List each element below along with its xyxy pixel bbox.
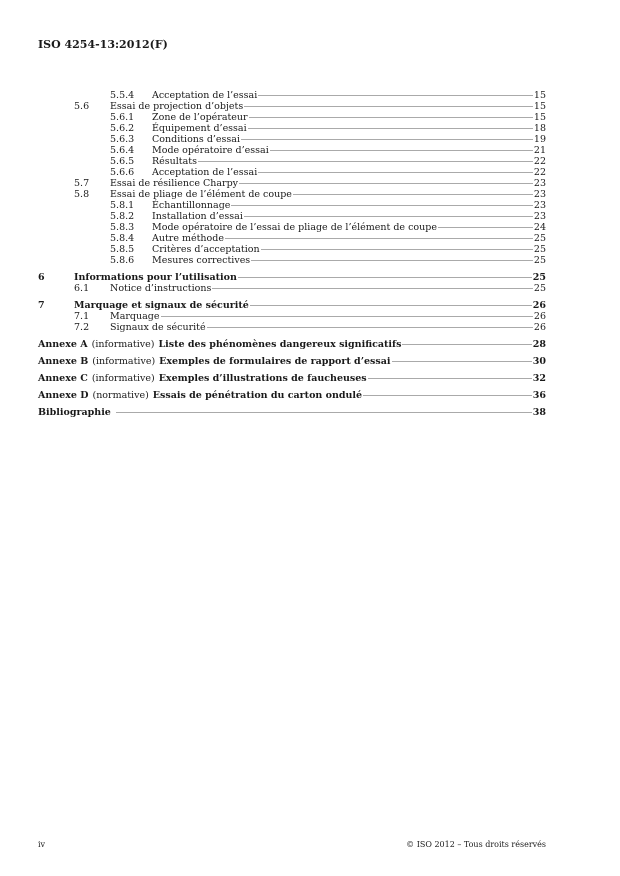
toc-entry[interactable]: [38, 123, 546, 134]
toc-entry-page: 26: [533, 322, 546, 333]
toc-entry-page: 18: [533, 123, 546, 134]
toc-entry-title: Exemples de formulaires de rapport d’essai: [159, 356, 391, 367]
toc-entry-number: Annexe D: [38, 390, 89, 401]
toc-entry-number: Annexe A: [38, 339, 88, 350]
toc-entry-title: Liste des phénomènes dangereux significatifs: [158, 339, 402, 350]
toc-entry-page: 25: [533, 255, 546, 266]
toc-entry-page: 32: [532, 373, 546, 384]
toc-entry-number: 7: [38, 300, 45, 311]
dot-leader: [363, 395, 532, 396]
toc-entry-title: Acceptation de l’essai: [152, 90, 258, 101]
toc-entry-page: 23: [533, 211, 546, 222]
dot-leader: [116, 412, 532, 413]
toc-entry-number: Annexe C: [38, 373, 88, 384]
dot-leader: [244, 216, 533, 217]
document-header: ISO 4254-13:2012(F): [38, 38, 168, 51]
toc-entry-page: 15: [533, 101, 546, 112]
toc-entry-title: Échantillonnage: [152, 200, 231, 211]
dot-leader: [258, 95, 533, 96]
dot-leader: [241, 139, 533, 140]
toc-entry-number: 5.7: [74, 178, 90, 189]
toc-entry-qualifier: (informative): [91, 373, 155, 384]
toc-entry-title: Zone de l’opérateur: [152, 112, 248, 123]
toc-entry-number: 5.5.4: [110, 90, 135, 101]
toc-entry-number: 6.1: [74, 283, 90, 294]
dot-leader: [250, 305, 532, 306]
dot-leader: [251, 260, 533, 261]
toc-entry-number: 5.8.3: [110, 222, 135, 233]
toc-entry-page: 22: [533, 167, 546, 178]
toc-entry-title: Mesures correctives: [152, 255, 251, 266]
toc-entry-number: Annexe B: [38, 356, 89, 367]
dot-leader: [198, 161, 533, 162]
dot-leader: [438, 227, 533, 228]
toc-entry[interactable]: [38, 167, 546, 178]
toc-entry-qualifier: (informative): [92, 356, 156, 367]
dot-leader: [212, 288, 533, 289]
toc-entry-number: 5.8.5: [110, 244, 135, 255]
toc-entry-number: 5.6.5: [110, 156, 135, 167]
toc-entry[interactable]: [38, 272, 546, 283]
toc-entry-number: 7.1: [74, 311, 90, 322]
dot-leader: [207, 327, 533, 328]
dot-leader: [368, 378, 532, 379]
toc-entry-page: 23: [533, 178, 546, 189]
toc-entry[interactable]: [38, 373, 546, 384]
page-number: iv: [38, 840, 46, 849]
toc-entry-title: Exemples d’illustrations de faucheuses: [158, 373, 367, 384]
dot-leader: [261, 249, 533, 250]
toc-entry-number: 5.6.4: [110, 145, 135, 156]
copyright-notice: © ISO 2012 – Tous droits réservés: [406, 840, 546, 849]
toc-entry-number: 5.6.2: [110, 123, 135, 134]
toc-entry[interactable]: [38, 311, 546, 322]
toc-entry[interactable]: [38, 339, 546, 350]
dot-leader: [402, 344, 531, 345]
toc-entry[interactable]: [38, 134, 546, 145]
toc-entry-page: 38: [532, 407, 546, 418]
toc-entry[interactable]: [38, 156, 546, 167]
toc-entry-title: Marquage et signaux de sécurité: [74, 300, 249, 311]
toc-entry-title: Résultats: [152, 156, 197, 167]
toc-entry-number: 5.8.4: [110, 233, 135, 244]
toc-entry-page: 21: [533, 145, 546, 156]
dot-leader: [244, 106, 533, 107]
toc-entry-title: Critères d’acceptation: [152, 244, 260, 255]
toc-entry-qualifier: (normative): [92, 390, 149, 401]
toc-entry-number: Bibliographie: [38, 407, 111, 418]
toc-entry-title: Mode opératoire d’essai: [152, 145, 269, 156]
toc-entry-number: 5.8.1: [110, 200, 135, 211]
toc-entry[interactable]: [38, 407, 546, 418]
toc-entry-title: Équipement d’essai: [152, 123, 247, 134]
toc-entry[interactable]: [38, 356, 546, 367]
dot-leader: [249, 117, 533, 118]
toc-entry-title: Essais de pénétration du carton ondulé: [152, 390, 363, 401]
toc-entry[interactable]: [38, 255, 546, 266]
toc-entry-title: Signaux de sécurité: [110, 322, 206, 333]
toc-entry[interactable]: [38, 390, 546, 401]
toc-entry[interactable]: [38, 300, 546, 311]
toc-entry-page: 25: [533, 283, 546, 294]
toc-entry-number: 5.6.3: [110, 134, 135, 145]
toc-entry-page: 25: [532, 272, 546, 283]
dot-leader: [392, 361, 532, 362]
toc-entry[interactable]: [38, 178, 546, 189]
toc-entry-page: 26: [532, 300, 546, 311]
toc-entry-title: Essai de résilience Charpy: [110, 178, 239, 189]
toc-entry-page: 30: [532, 356, 546, 367]
toc-entry[interactable]: [38, 283, 546, 294]
toc-entry-title: Installation d’essai: [152, 211, 243, 222]
dot-leader: [293, 194, 533, 195]
toc-entry[interactable]: [38, 211, 546, 222]
toc-entry-title: Mode opératoire de l’essai de pliage de l’élément de coupe: [152, 222, 437, 233]
toc-entry[interactable]: [38, 101, 546, 112]
toc-entry-page: 23: [533, 189, 546, 200]
toc-entry-page: 36: [532, 390, 546, 401]
toc-entry[interactable]: [38, 145, 546, 156]
toc-entry-page: 24: [533, 222, 546, 233]
dot-leader: [238, 277, 532, 278]
toc-entry-page: 26: [533, 311, 546, 322]
toc-entry-number: 5.6.1: [110, 112, 135, 123]
toc-entry-title: Essai de projection d’objets: [110, 101, 244, 112]
toc-entry-page: 25: [533, 244, 546, 255]
toc-entry-title: Conditions d’essai: [152, 134, 240, 145]
toc-entry-page: 15: [533, 90, 546, 101]
page-footer: [38, 840, 546, 849]
toc-entry-page: 25: [533, 233, 546, 244]
toc-entry[interactable]: [38, 112, 546, 123]
toc-entry[interactable]: [38, 200, 546, 211]
toc-entry[interactable]: [38, 222, 546, 233]
toc-entry-qualifier: (informative): [91, 339, 155, 350]
dot-leader: [248, 128, 533, 129]
toc-entry-title: Informations pour l’utilisation: [74, 272, 237, 283]
toc-entry[interactable]: [38, 322, 546, 333]
table-of-contents: [38, 90, 546, 418]
dot-leader: [225, 238, 533, 239]
toc-entry-page: 23: [533, 200, 546, 211]
dot-leader: [270, 150, 533, 151]
dot-leader: [231, 205, 532, 206]
toc-entry[interactable]: [38, 90, 546, 101]
toc-entry-number: 7.2: [74, 322, 90, 333]
toc-entry-number: 5.8.6: [110, 255, 135, 266]
toc-entry-title: Acceptation de l’essai: [152, 167, 258, 178]
dot-leader: [239, 183, 533, 184]
toc-entry-number: 5.8.2: [110, 211, 135, 222]
toc-entry-page: 28: [532, 339, 546, 350]
toc-entry-number: 5.6: [74, 101, 90, 112]
dot-leader: [258, 172, 533, 173]
toc-entry-title: Autre méthode: [152, 233, 224, 244]
toc-entry[interactable]: [38, 233, 546, 244]
toc-entry-title: Marquage: [110, 311, 160, 322]
dot-leader: [161, 316, 533, 317]
toc-entry-page: 22: [533, 156, 546, 167]
toc-entry-page: 15: [533, 112, 546, 123]
toc-entry-number: 5.6.6: [110, 167, 135, 178]
toc-entry-number: 5.8: [74, 189, 90, 200]
toc-entry-number: 6: [38, 272, 45, 283]
toc-entry[interactable]: [38, 244, 546, 255]
toc-entry-page: 19: [533, 134, 546, 145]
toc-entry-title: Essai de pliage de l’élément de coupe: [110, 189, 292, 200]
toc-entry-title: Notice d’instructions: [110, 283, 212, 294]
toc-entry[interactable]: [38, 189, 546, 200]
